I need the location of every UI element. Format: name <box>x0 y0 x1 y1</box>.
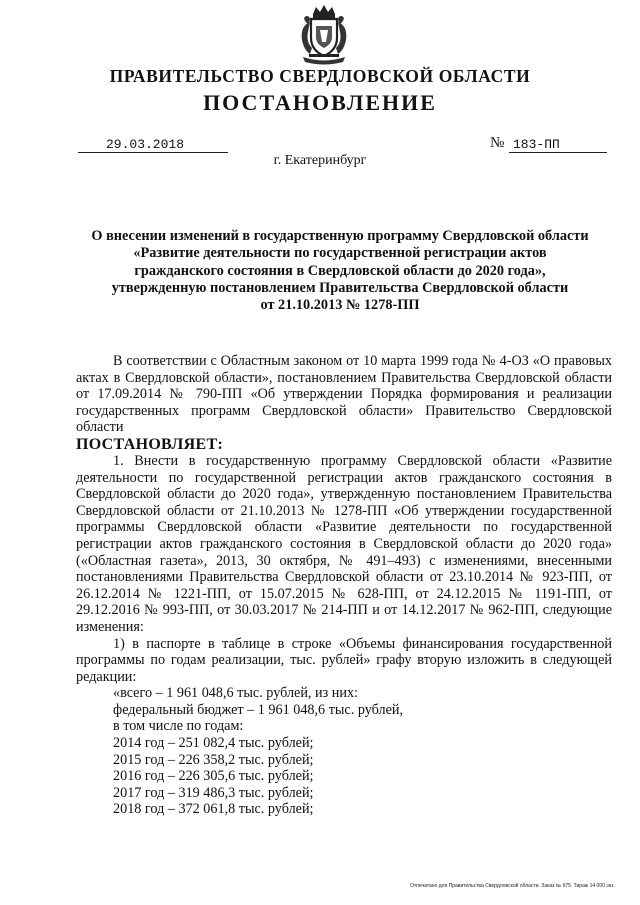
funding-list <box>76 685 612 818</box>
document-number: 183-ПП <box>509 137 607 153</box>
item-1-paragraph: 1. Внести в государственную программу Свердловской области «Развитие деятельности по государственной регистрации актов гражданского состояния в Свердловской области до 2020 года», утвержденную постановлением Правительства Свердловской области от 21.10.2013 № 1278-ПП «Об утверждении государственной программы Свердловской области «Развитие деятельности по государственной регистрации актов гражданского состояния в Свердловской области до 2020 года» («Областная газета», 2013, 30 октября, № 491–493) с изменениями, внесенными постановлениями Правительства Свердловской области от 23.10.2014 № 923-ПП, от 26.12.2014 № 1221-ПП, от 15.07.2015 № 628-ПП, от 24.12.2015 № 1191-ПП, от 29.12.2016 № 993-ПП, от 30.03.2017 № 214-ПП и от 14.12.2017 № 962-ПП, следующие изменения: <box>76 452 612 635</box>
funding-line: 2018 год – 372 061,8 тыс. рублей; <box>113 801 314 818</box>
subject-line: гражданского состояния в Свердловской области до 2020 года», <box>134 262 546 279</box>
subitem-1-paragraph: 1) в паспорте в таблице в строке «Объемы финансирования государственной программы по годам реализации, тыс. рублей» графу вторую изложить в следующей редакции: <box>76 635 612 685</box>
government-title: ПРАВИТЕЛЬСТВО СВЕРДЛОВСКОЙ ОБЛАСТИ <box>109 66 531 86</box>
funding-line: 2015 год – 226 358,2 тыс. рублей; <box>113 751 314 768</box>
funding-line: в том числе по годам: <box>113 718 244 735</box>
funding-line: 2014 год – 251 082,4 тыс. рублей; <box>113 735 314 752</box>
funding-line: 2016 год – 226 305,6 тыс. рублей; <box>113 768 314 785</box>
number-label: № <box>490 135 505 151</box>
document-date: 29.03.2018 <box>78 137 228 153</box>
document-subject <box>70 228 610 314</box>
funding-line: «всего – 1 961 048,6 тыс. рублей, из них: <box>113 685 358 702</box>
subject-line: «Развитие деятельности по государственной регистрации актов <box>133 245 547 262</box>
sverdlovsk-coat-of-arms-icon <box>295 4 353 66</box>
subject-line: О внесении изменений в государственную программу Свердловской области <box>91 228 589 244</box>
subject-line: утвержденную постановлением Правительства Свердловской области <box>111 279 569 296</box>
city: г. Екатеринбург <box>273 153 367 168</box>
document-body <box>76 353 612 818</box>
document-type: ПОСТАНОВЛЕНИЕ <box>203 90 437 115</box>
preamble-paragraph: В соответствии с Областным законом от 10 марта 1999 года № 4-ОЗ «О правовых актах в Свердловской области», постановлением Правительства Свердловской области от 17.09.2014 № 790-ПП «Об утверждении Порядка формирования и реализации государственных программ Свердловской области» Правительство Свердловской области <box>76 353 612 436</box>
print-note: Отпечатано для Правительства Свердловской области. Заказ № 975. Тираж 14 000 экз. <box>410 883 615 889</box>
subject-line: от 21.10.2013 № 1278-ПП <box>260 297 420 314</box>
funding-line: федеральный бюджет – 1 961 048,6 тыс. рублей, <box>113 701 404 718</box>
decree-heading: ПОСТАНОВЛЯЕТ: <box>76 435 224 453</box>
funding-line: 2017 год – 319 486,3 тыс. рублей; <box>113 784 314 801</box>
